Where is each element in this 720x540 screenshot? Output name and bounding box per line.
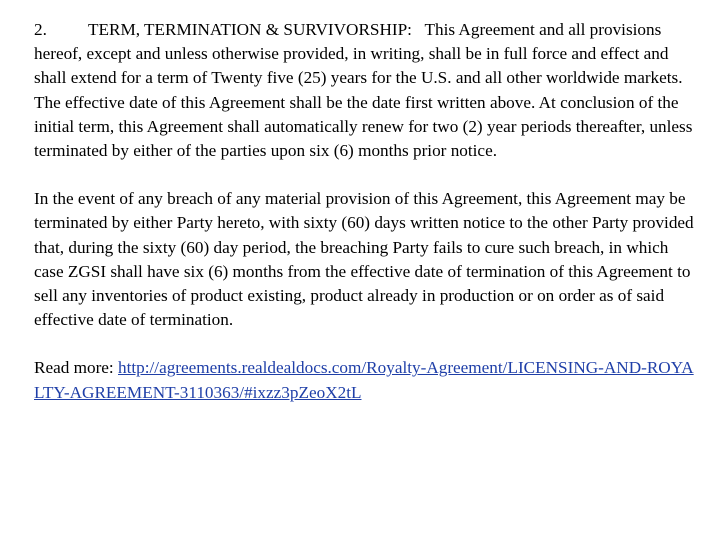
breach-paragraph: In the event of any breach of any material provision of this Agreement, this Agreement may be terminated by either Party hereto, with sixty (60) days written notice to the other Party provided that, during the sixty (60) day period, the breaching Party fails to cure such breach, in which case ZGSI shall have six (6) months from the effective date of termination of this Agreement to sell any inventories of product existing, product already in production or on order as of said effective date of termination. (34, 189, 694, 330)
section-number: 2. (34, 20, 47, 39)
section-body: This Agreement and all provisions hereof, except and unless otherwise provided, in writing, shall be in full force and effect and shall extend for a term of Twenty five (25) years for the U.S. and all other worldwide markets. The effective date of this Agreement shall be the date first written above. At conclusion of the initial term, this Agreement shall automatically renew for two (2) year periods thereafter, unless terminated by either of the parties upon six (6) months prior notice. (34, 20, 693, 161)
read-more-paragraph (34, 356, 694, 404)
source-link[interactable]: http://agreements.realdealdocs.com/Royalty-Agreement/LICENSING-AND-ROYALTY-AGREEMENT-3110363/#ixzz3pZeoX2tL (34, 358, 694, 402)
document-page (34, 18, 694, 405)
section-heading: TERM, TERMINATION & SURVIVORSHIP: (88, 20, 412, 39)
read-more-label: Read more: (34, 358, 114, 378)
section-paragraph (34, 18, 694, 163)
